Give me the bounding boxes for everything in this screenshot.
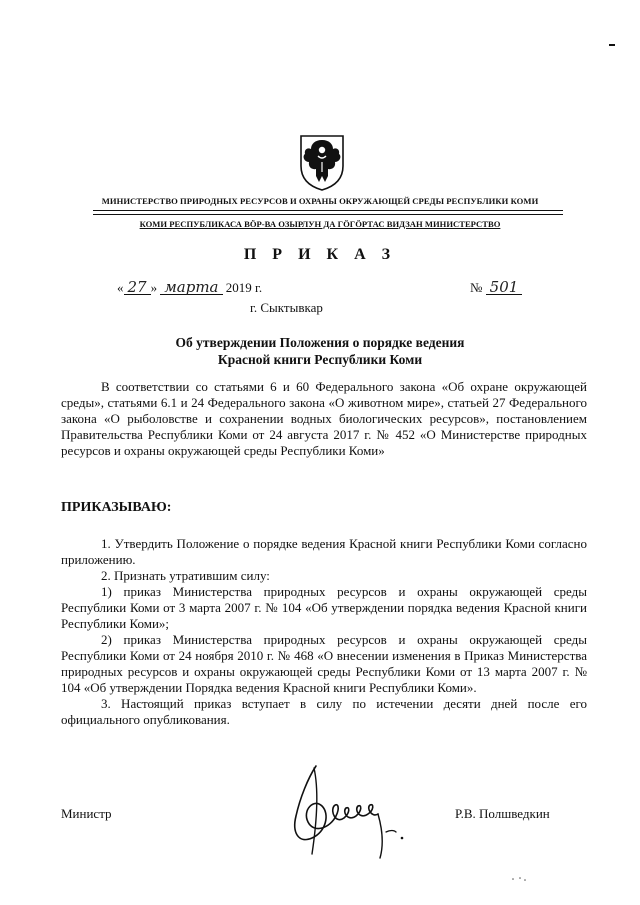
order-word: ПРИКАЗЫВАЮ: xyxy=(61,500,172,515)
document-number xyxy=(470,280,522,296)
number-value: 501 xyxy=(486,280,523,295)
document-title: П Р И К А З xyxy=(243,246,397,263)
date-month: марта xyxy=(160,280,222,295)
subject-line-1: Об утверждении Положения о порядке ведения xyxy=(175,335,465,350)
order-item: 2) приказ Министерства природных ресурсов и охраны окружающей среды Республики Коми от 24 ноября 2010 г. № 468 «О внесении изменения в Приказ Министерства природных ресурсов и охраны окружающей среды Республики Коми от 13 марта 2007 г. № 104 «Об утверждении Порядка ведения Красной книги Республики Коми». xyxy=(61,632,587,695)
preamble xyxy=(61,379,587,459)
document-city: г. Сыктывкар xyxy=(250,300,323,315)
date-open-quote: « xyxy=(117,280,124,295)
document-date xyxy=(117,280,262,296)
date-close-quote: » xyxy=(150,280,158,295)
signer-role: Министр xyxy=(61,806,112,821)
header-rule-thin xyxy=(93,214,563,215)
order-item: 3. Настоящий приказ вступает в силу по истечении десяти дней после его официального опубликования. xyxy=(61,696,587,727)
handwritten-signature xyxy=(278,758,418,868)
ministry-name-ru: МИНИСТЕРСТВО ПРИРОДНЫХ РЕСУРСОВ И ОХРАНЫ ОКРУЖАЮЩЕЙ СРЕДЫ РЕСПУБЛИКИ КОМИ xyxy=(101,196,539,206)
signer-name: Р.В. Полшведкин xyxy=(455,806,550,821)
date-year: 2019 г. xyxy=(225,280,263,295)
number-sign: № xyxy=(470,280,483,295)
order-item: 2. Признать утратившим силу: xyxy=(101,568,270,583)
subject-line-2: Красной книги Республики Коми xyxy=(217,352,423,367)
margin-mark xyxy=(609,44,615,46)
ministry-name-komi: КОМИ РЕСПУБЛИКАСА ВӦР-ВА ОЗЫРЛУН ДА ГӦГӦРТАС ВИДЗАН МИНИСТЕРСТВО xyxy=(139,219,501,229)
order-items xyxy=(61,536,587,728)
header-rule xyxy=(93,210,563,211)
document-subject xyxy=(0,334,640,368)
date-day: 27 xyxy=(124,280,151,295)
order-item: 1) приказ Министерства природных ресурсов и охраны окружающей среды Республики Коми от 3 марта 2007 г. № 104 «Об утверждении порядка ведения Красной книги Республики Коми»; xyxy=(61,584,587,631)
preamble-text: В соответствии со статьями 6 и 60 Федерального закона «Об охране окружающей среды», статьями 6.1 и 24 Федерального закона «О животном мире», статьей 27 Федерального закона «О рыболовстве и сохранении водных биологических ресурсов», постановлением Правительства Республики Коми от 24 августа 2017 г. № 452 «О Министерстве природных ресурсов и охраны окружающей среды Республики Коми» xyxy=(61,379,587,458)
order-item: 1. Утвердить Положение о порядке ведения Красной книги Республики Коми согласно приложению. xyxy=(61,536,587,567)
komi-coat-of-arms-icon xyxy=(297,132,347,192)
scan-artifact xyxy=(510,876,528,882)
